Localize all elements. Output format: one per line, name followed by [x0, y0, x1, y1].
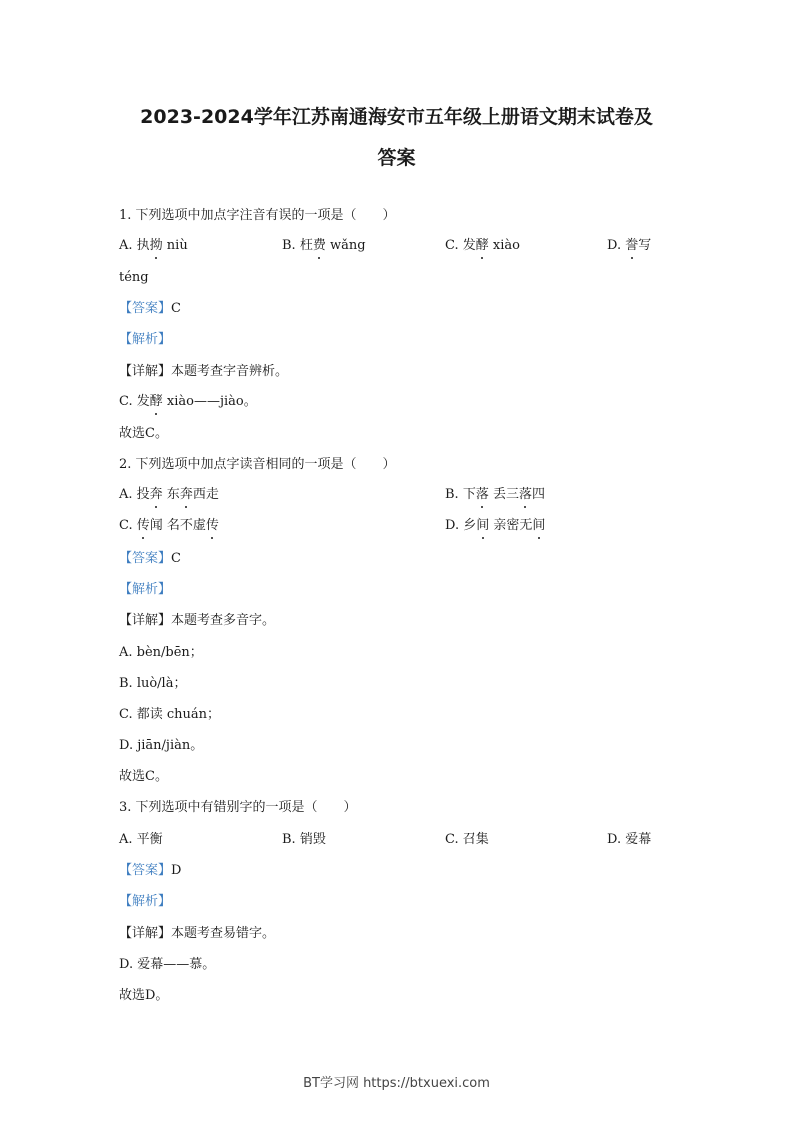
q1-option-a: A. 执拗 niù [119, 238, 188, 253]
q3-option-d: D. 爱幕 [607, 832, 652, 847]
q1-option-d: D. 誊写 [607, 238, 652, 253]
q3-stem: 3. 下列选项中有错别字的一项是（ ） [119, 800, 357, 815]
q2-option-a: A. 投奔 东奔西走 [119, 487, 219, 502]
q2-explain-b: B. luò/là； [119, 676, 187, 691]
q2-option-b: B. 下落 丢三落四 [445, 487, 546, 502]
q1-correction: C. 发酵 xiào——jiào。 [119, 394, 257, 409]
q3-correction: D. 爱幕——慕。 [119, 957, 216, 972]
q3-option-b: B. 销毁 [282, 832, 326, 847]
q2-detail: 【详解】本题考查多音字。 [119, 613, 276, 628]
q1-analysis-tag: 【解析】 [119, 332, 172, 347]
page-title-cont: 答案 [377, 147, 416, 169]
q2-analysis-tag: 【解析】 [119, 582, 172, 597]
q2-explain-c: C. 都读 chuán； [119, 707, 221, 722]
q3-option-a: A. 平衡 [119, 832, 163, 847]
q2-conclusion: 故选C。 [119, 769, 168, 784]
q2-option-d: D. 乡间 亲密无间 [445, 518, 546, 533]
q1-option-d-pinyin: téng [119, 270, 149, 285]
q3-conclusion: 故选D。 [119, 988, 169, 1003]
q1-stem: 1. 下列选项中加点字注音有误的一项是（ ） [119, 208, 396, 223]
q2-explain-d: D. jiān/jiàn。 [119, 738, 204, 753]
q2-stem: 2. 下列选项中加点字读音相同的一项是（ ） [119, 457, 396, 472]
q3-answer: 【答案】D [119, 863, 182, 878]
q2-answer: 【答案】C [119, 551, 181, 566]
q2-option-c: C. 传闻 名不虚传 [119, 518, 219, 533]
q1-conclusion: 故选C。 [119, 426, 168, 441]
q1-answer: 【答案】C [119, 301, 181, 316]
page-title: 2023-2024学年江苏南通海安市五年级上册语文期末试卷及 [140, 106, 653, 128]
footer-watermark: BT学习网 https://btxuexi.com [303, 1076, 490, 1091]
q1-detail: 【详解】本题考查字音辨析。 [119, 364, 289, 379]
q3-analysis-tag: 【解析】 [119, 894, 172, 909]
q3-option-c: C. 召集 [445, 832, 489, 847]
q1-option-b: B. 枉费 wǎng [282, 238, 366, 253]
q3-detail: 【详解】本题考查易错字。 [119, 926, 276, 941]
q1-option-c: C. 发酵 xiào [445, 238, 520, 253]
q2-explain-a: A. bèn/bēn； [119, 645, 203, 660]
